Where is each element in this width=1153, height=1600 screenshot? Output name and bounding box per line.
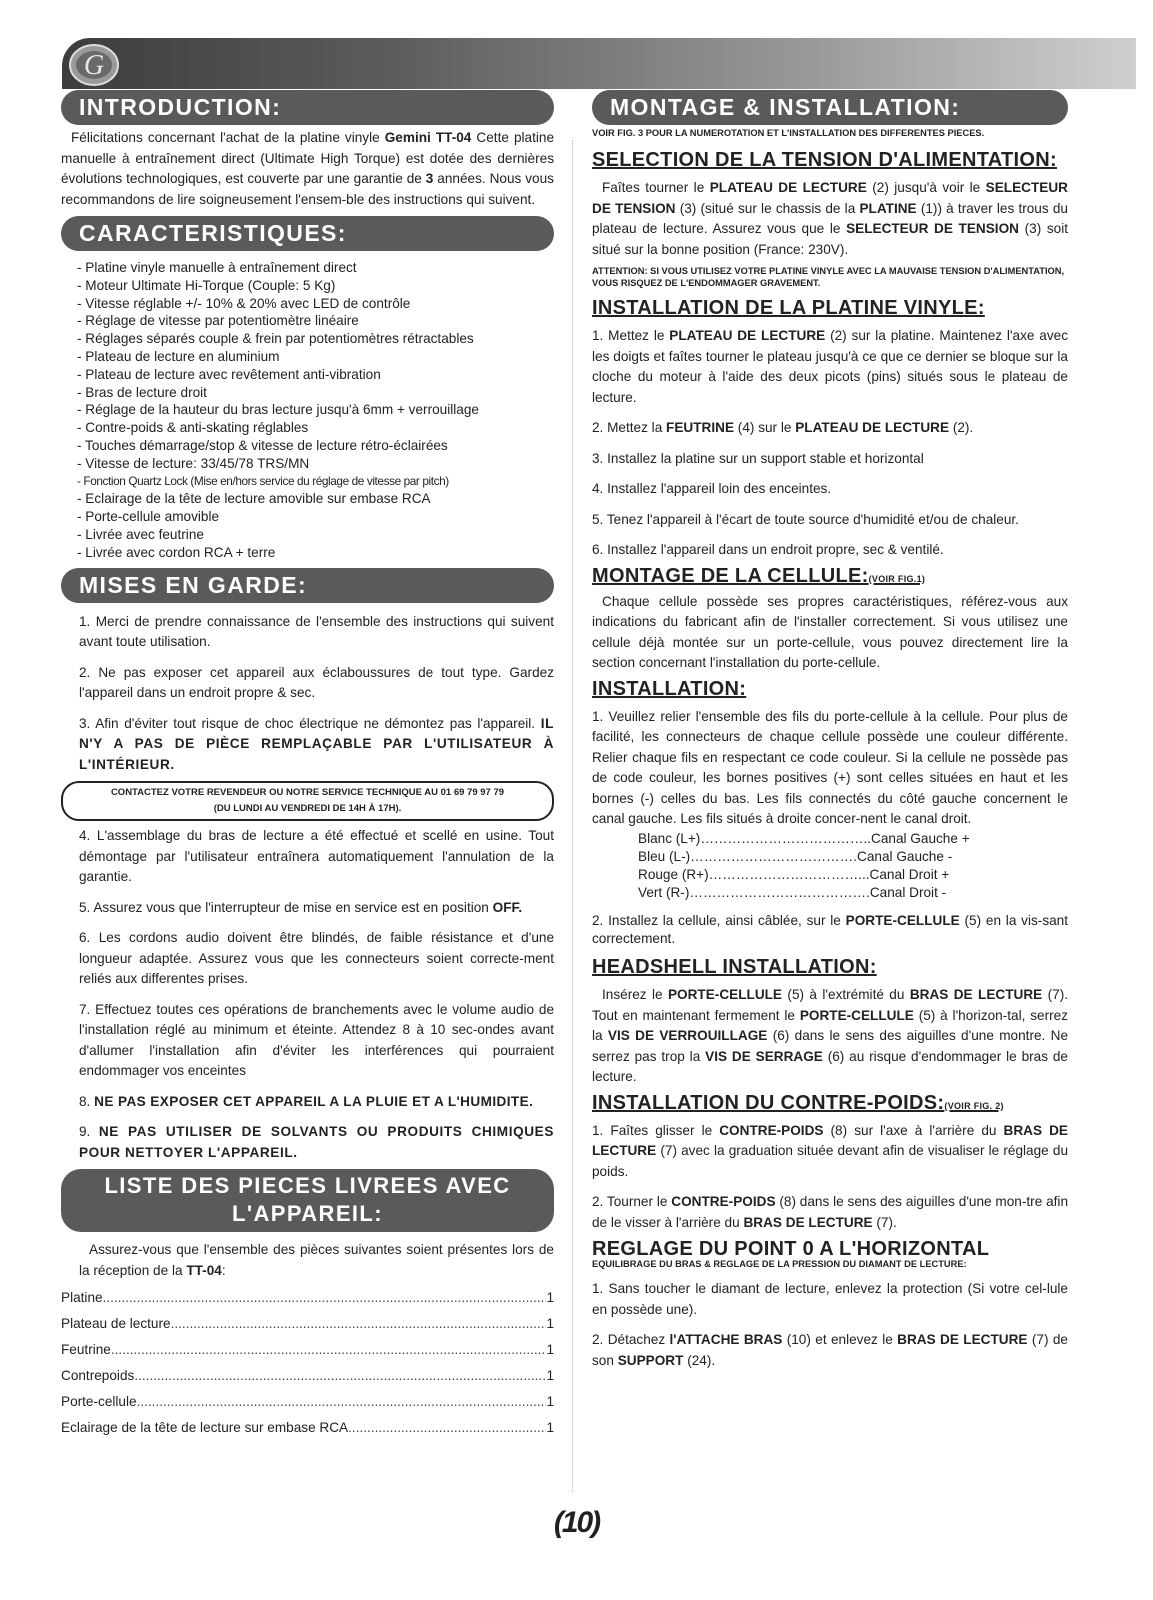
gemini-logo-icon: [66, 40, 122, 88]
header-bar: [62, 38, 1136, 89]
list-item: - Eclairage de la tête de lecture amovible sur embase RCA: [77, 491, 431, 507]
installation-step-2: 2. Installez la cellule, ainsi câblée, sur le PORTE-CELLULE (5) en la vis-sant correctement.: [592, 913, 1069, 947]
list-item: - Fonction Quartz Lock (Mise en/hors service du réglage de vitesse par pitch): [77, 473, 449, 488]
zero-subheading: EQUILIBRAGE DU BRAS & REGLAGE DE LA PRESSION DU DIAMANT DE LECTURE:: [592, 1259, 967, 1270]
list-item: - Réglage de la hauteur du bras lecture jusqu'à 6mm + verrouillage: [77, 402, 479, 418]
list-item: Porte-cellule ..... 1: [61, 1389, 554, 1415]
zero-heading: REGLAGE DU POINT 0 A L'HORIZONTAL: [592, 1238, 990, 1261]
list-item: Contrepoids ..... 1: [61, 1363, 554, 1389]
headshell-heading: HEADSHELL INSTALLATION:: [592, 956, 877, 979]
warning-4: 4. L'assemblage du bras de lecture a été effectué et scellé en usine. Tout démontage par l'utilisateur entraînera automatiquement l'annulation de la garantie.: [79, 828, 554, 885]
montage-heading: MONTAGE & INSTALLATION:: [592, 90, 1068, 125]
list-item: - Moteur Ultimate Hi-Torque (Couple: 5 Kg): [77, 277, 336, 293]
list-item: - Bras de lecture droit: [77, 384, 207, 400]
list-item: Blanc (L+)………………………………..Canal Gauche +: [638, 830, 970, 846]
install-step-4: 4. Installez l'appareil loin des enceintes.: [592, 481, 832, 496]
list-item: - Plateau de lecture en aluminium: [77, 348, 280, 364]
install-step-5: 5. Tenez l'appareil à l'écart de toute source d'humidité et/ou de chaleur.: [592, 511, 1019, 527]
list-item: - Vitesse de lecture: 33/45/78 TRS/MN: [77, 455, 310, 471]
intro-text: Félicitations concernant l'achat de la platine vinyle Gemini TT-04 Cette platine manuelle à entraînement direct (Ultimate High Torque) est dotée des dernières évolutions technologiques, est couverte par une garantie de 3 années. Nous vous recommandons de lire soigneusement l'ensem-ble des instructions qui suivent.: [61, 130, 555, 207]
list-item: - Platine vinyle manuelle à entraînement direct: [77, 260, 357, 275]
warning-8: 8. NE PAS EXPOSER CET APPAREIL A LA PLUIE ET A L'HUMIDITE.: [79, 1093, 534, 1109]
warning-7: 7. Effectuez toutes ces opérations de branchements avec le volume audio de l'installation réglé au minimum et éteinte. Attendez 8 à 10 sec-ondes avant d'allumer l'installation afin d'éviter les interférences qui pourraient endommager vos enceintes: [79, 1001, 554, 1079]
install-step-1: 1. Mettez le PLATEAU DE LECTURE (2) sur la platine. Maintenez l'axe avec les doigts et faîtes tourner le plateau jusqu'à ce que ce dernier se bloque sur la cloche du moteur à l'aide des deux picots (pins) situés sous le plateau de lecture.: [592, 328, 1069, 405]
intro-heading: INTRODUCTION:: [61, 90, 554, 125]
left-column: [61, 90, 554, 1441]
features-heading: CARACTERISTIQUES:: [61, 216, 554, 251]
list-item: - Plateau de lecture avec revêtement anti-vibration: [77, 366, 381, 382]
warning-6: 6. Les cordons audio doivent être blindés, de faible résistance et d'une longueur adaptée. Assurez vous que les connecteurs soient correcte-ment reliés aux differentes prises.: [79, 930, 554, 987]
color-code-list: [592, 830, 1068, 903]
list-item: Plateau de lecture ..... 1: [61, 1311, 554, 1337]
parts-intro: Assurez-vous que l'ensemble des pièces suivantes soient présentes lors de la réception de la TT-04:: [79, 1242, 554, 1278]
warning-9: 9. NE PAS UTILISER DE SOLVANTS OU PRODUITS CHIMIQUES POUR NETTOYER L'APPAREIL.: [79, 1124, 554, 1160]
parts-heading: LISTE DES PIECES LIVREES AVEC L'APPAREIL:: [61, 1169, 554, 1232]
warnings-body: [61, 612, 554, 776]
install-step-6: 6. Installez l'appareil dans un endroit propre, sec & ventilé.: [592, 542, 944, 557]
cartridge-heading: MONTAGE DE LA CELLULE:(VOIR FIG.1): [592, 564, 926, 587]
voltage-heading: SELECTION DE LA TENSION D'ALIMENTATION:: [592, 149, 1057, 171]
list-item: - Touches démarrage/stop & vitesse de lecture rétro-éclairées: [77, 437, 448, 453]
list-item: - Livrée avec cordon RCA + terre: [77, 544, 276, 560]
list-item: Rouge (R+)……………………………...Canal Droit +: [638, 866, 950, 882]
warnings-body-2: [61, 826, 554, 1163]
warning-2: 2. Ne pas exposer cet appareil aux éclaboussures de tout type. Gardez l'appareil dans un endroit propre & sec.: [79, 664, 554, 701]
install-heading: INSTALLATION DE LA PLATINE VINYLE:: [592, 297, 985, 319]
right-column: [592, 90, 1068, 1371]
install-step-3: 3. Installez la platine sur un support stable et horizontal: [592, 450, 924, 466]
voltage-attention: ATTENTION: SI VOUS UTILISEZ VOTRE PLATINE VINYLE AVEC LA MAUVAISE TENSION D'ALIMENTATION, VOUS RISQUEZ DE L'ENDOMMAGER GRAVEMENT.: [592, 266, 1065, 288]
list-item: - Livrée avec feutrine: [77, 526, 204, 542]
counterweight-step-1: 1. Faîtes glisser le CONTRE-POIDS (8) sur l'axe à l'arrière du BRAS DE LECTURE (7) avec la graduation située devant afin de visualiser le réglage du poids.: [592, 1122, 1069, 1179]
list-item: Vert (R-)………………………………….Canal Droit -: [638, 885, 947, 901]
warning-5: 5. Assurez vous que l'interrupteur de mise en service est en position OFF.: [79, 899, 523, 915]
features-list: [61, 259, 554, 562]
contact-box: CONTACTEZ VOTRE REVENDEUR OU NOTRE SERVICE TECHNIQUE AU 01 69 79 97 79 (DU LUNDI AU VENDREDI DE 14H À 17H).: [61, 781, 554, 821]
list-item: Eclairage de la tête de lecture sur embase RCA ..... 1: [61, 1415, 554, 1441]
column-divider: [572, 140, 573, 1492]
counterweight-step-2: 2. Tourner le CONTRE-POIDS (8) dans le sens des aiguilles d'une mon-tre afin de le visser à l'arrière du BRAS DE LECTURE (7).: [592, 1194, 1069, 1230]
list-item: - Réglages séparés couple & frein par potentiomètres rétractables: [77, 331, 474, 347]
voltage-text: Faîtes tourner le PLATEAU DE LECTURE (2) jusqu'à voir le SELECTEUR DE TENSION (3) (situé sur le chassis de la PLATINE (1)) à traver les trous du plateau de lecture. Assurez vous que le SELECTEUR DE TENSION (3) soit situé sur la bonne position (France: 230V).: [592, 180, 1069, 257]
headshell-text: Insérez le PORTE-CELLULE (5) à l'extrémité du BRAS DE LECTURE (7). Tout en maintenant fermement le PORTE-CELLULE (5) à l'horizon-tal, serrez la VIS DE VERROUILLAGE (6) dans le sens des aiguilles d'une montre. Ne serrez pas trop la VIS DE SERRAGE (6) au risque d'endommager le bras de lecture.: [592, 987, 1069, 1085]
installation-heading: INSTALLATION:: [592, 677, 747, 700]
warnings-heading: MISES EN GARDE:: [61, 568, 554, 603]
page-number: (10): [553, 1506, 600, 1539]
zero-step-1: 1. Sans toucher le diamant de lecture, enlevez la protection (Si votre cel-lule en possède une).: [592, 1281, 1068, 1317]
warning-1: 1. Merci de prendre connaissance de l'ensemble des instructions qui suivent avant toute utilisation.: [79, 613, 554, 650]
zero-step-2: 2. Détachez l'ATTACHE BRAS (10) et enlevez le BRAS DE LECTURE (7) de son SUPPORT (24).: [592, 1332, 1068, 1368]
list-item: Feutrine ..... 1: [61, 1337, 554, 1363]
install-step-2: 2. Mettez la FEUTRINE (4) sur le PLATEAU DE LECTURE (2).: [592, 420, 974, 435]
parts-list: [61, 1285, 554, 1441]
list-item: - Réglage de vitesse par potentiomètre linéaire: [77, 313, 359, 329]
cartridge-text: Chaque cellule possède ses propres caractéristiques, référez-vous aux indications du fabricant afin de l'installer correctement. Si vous utilisez une cellule déjà montée sur un porte-cellule, vous pouvez directement lire la section concernant l'installation du porte-cellule.: [592, 593, 1068, 670]
counterweight-heading: INSTALLATION DU CONTRE-POIDS:(VOIR FIG. 2): [592, 1091, 1004, 1114]
figure-note: VOIR FIG. 3 POUR LA NUMEROTATION ET L'INSTALLATION DES DIFFERENTES PIECES.: [592, 128, 985, 138]
warning-3: 3. Afin d'éviter tout risque de choc électrique ne démontez pas l'appareil. IL N'Y A PAS DE PIÈCE REMPLAÇABLE PAR L'UTILISATEUR À L'INTÉRIEUR.: [79, 715, 554, 772]
svg-text:G: G: [83, 50, 105, 81]
list-item: - Contre-poids & anti-skating réglables: [77, 420, 309, 436]
list-item: Platine ..... 1: [61, 1285, 554, 1311]
list-item: - Porte-cellule amovible: [77, 509, 220, 525]
list-item: Bleu (L-)……………………………….Canal Gauche -: [638, 848, 953, 864]
installation-text: 1. Veuillez relier l'ensemble des fils du porte-cellule à la cellule. Pour plus de facilité, les connecteurs de chaque cellule possède une couleur différente. Relier chaque fils en respectant ce code couleur. Si la cellule ne possède pas de code couleur, les bornes positives (+) sont celles situées en haut et les bornes (-) celles du bas. Les fils connectés du côté gauche concernent le canal gauche. Les fils situés à droite concer-nent le canal droit.: [592, 708, 1068, 826]
list-item: - Vitesse réglable +/- 10% & 20% avec LED de contrôle: [77, 295, 411, 311]
